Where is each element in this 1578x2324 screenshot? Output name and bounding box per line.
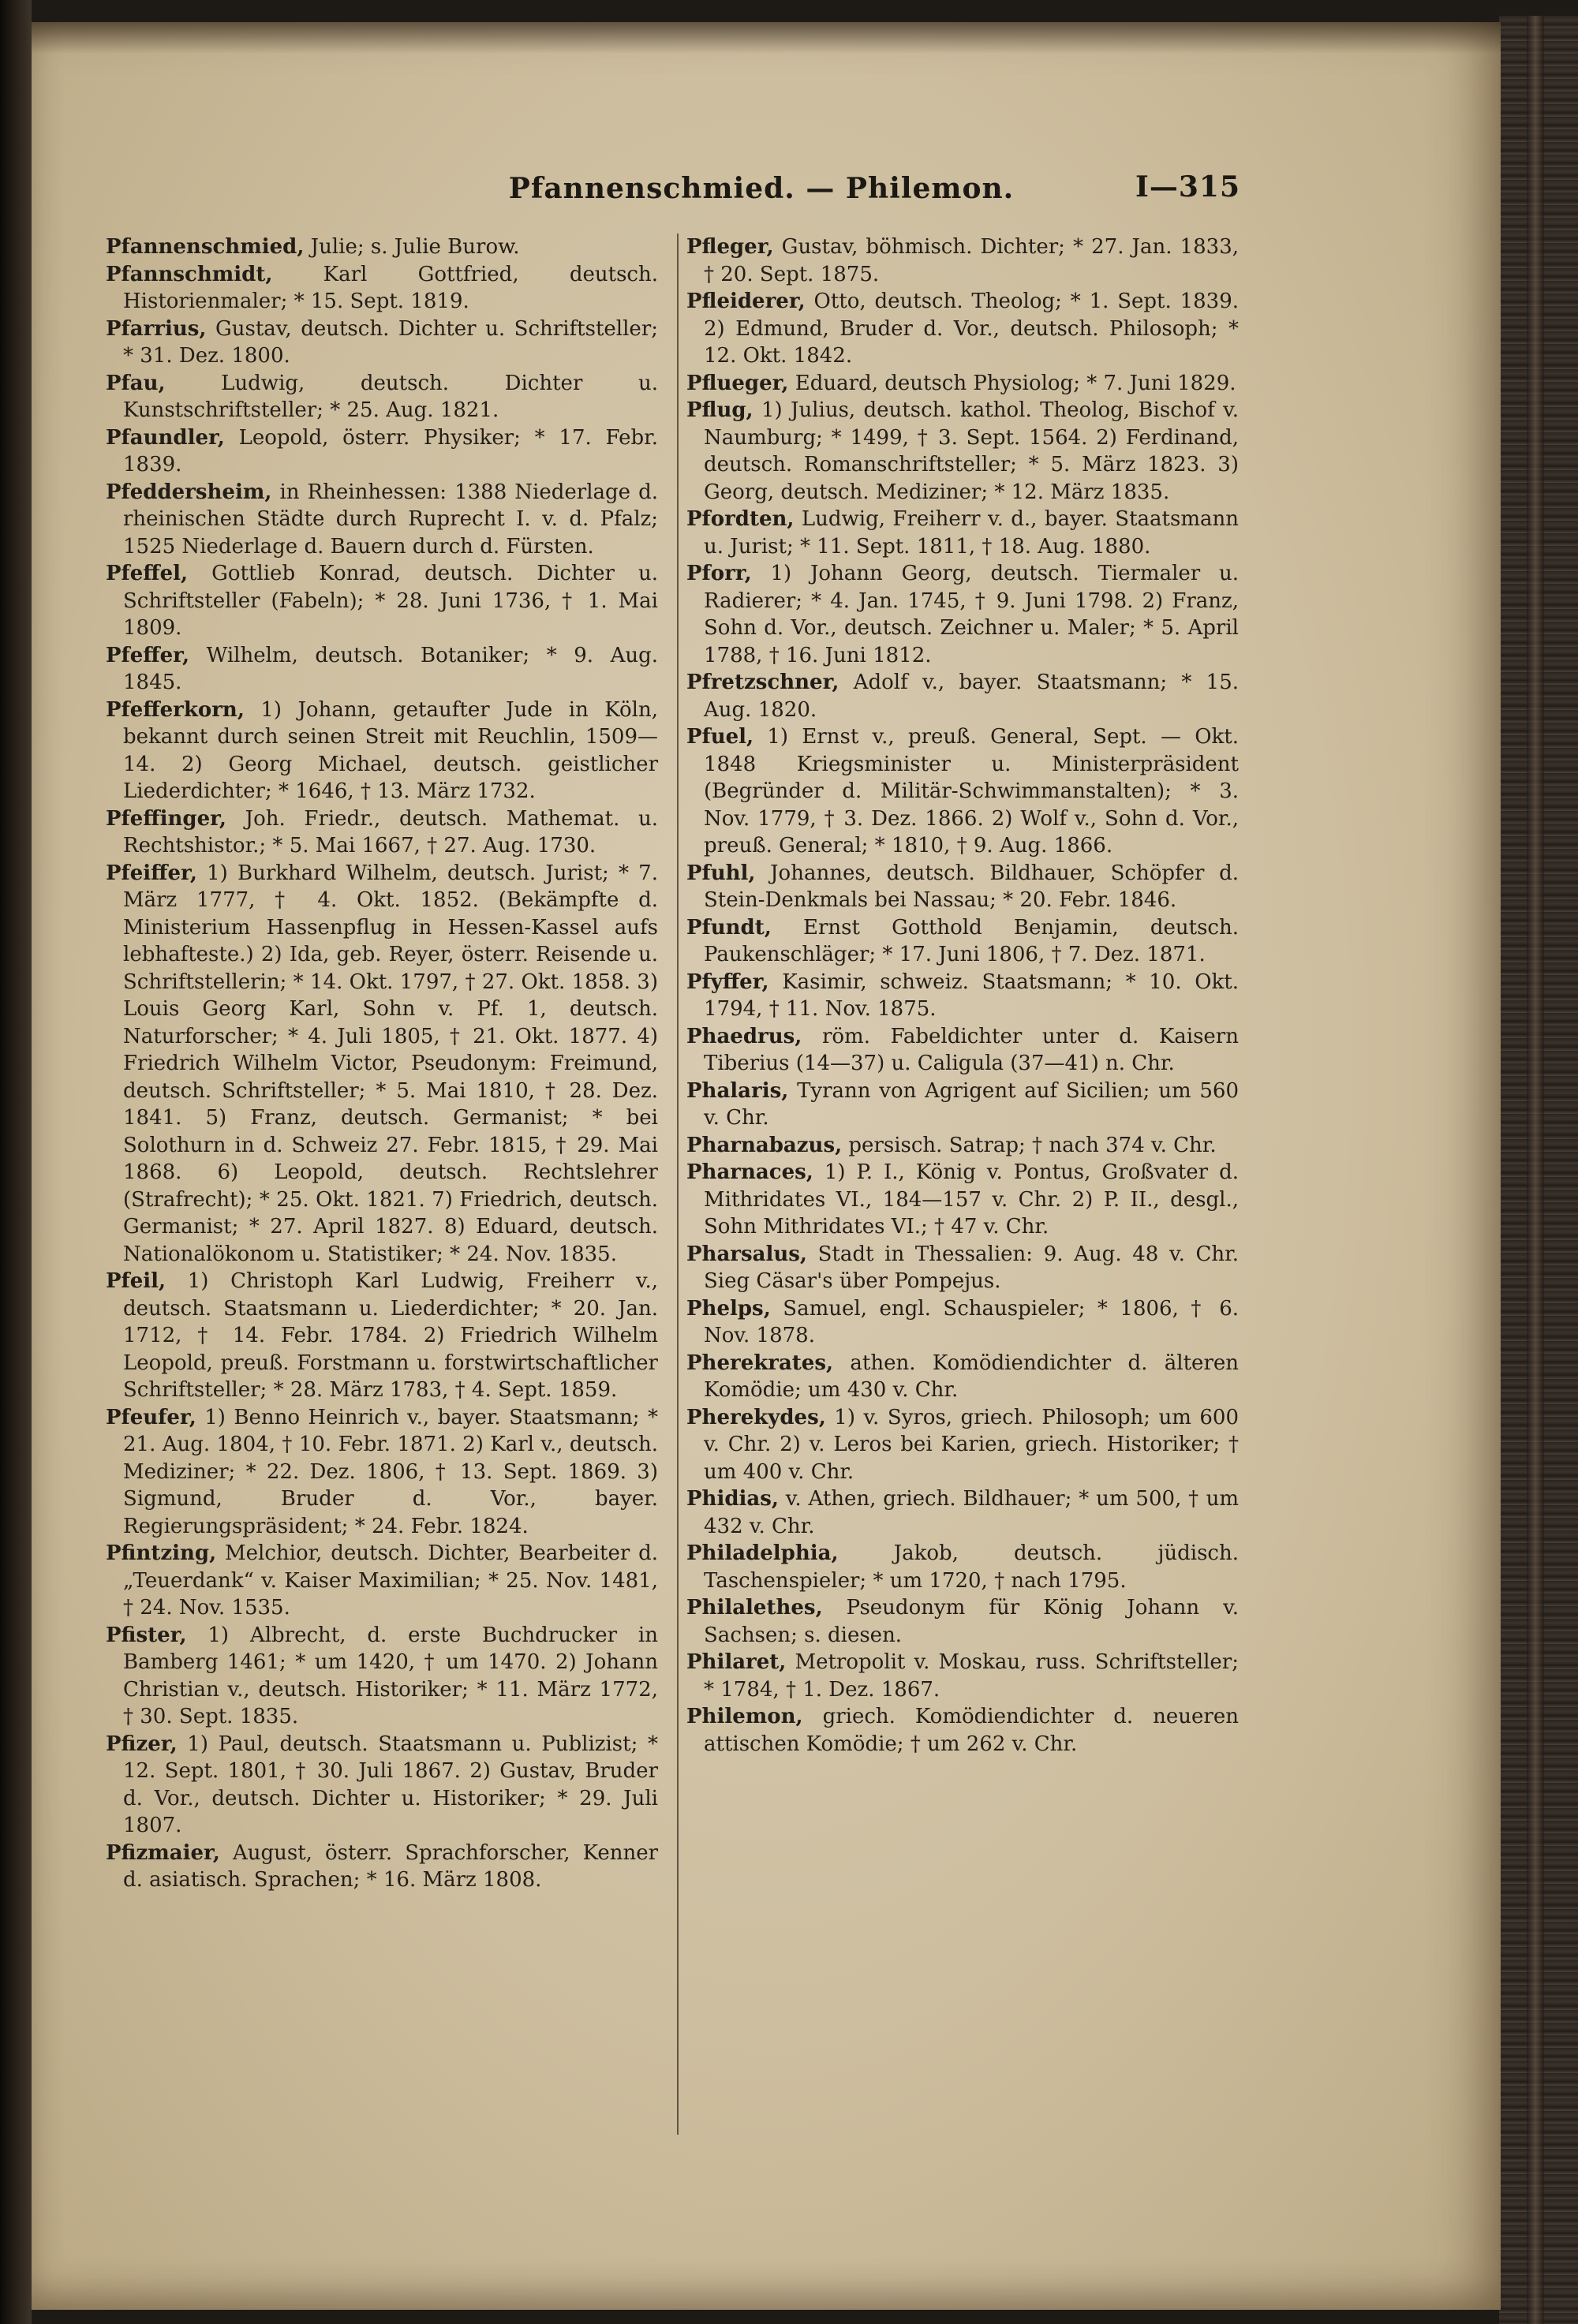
dictionary-entry xyxy=(686,1404,1239,1486)
dictionary-entry xyxy=(106,805,658,860)
entry-text: 1) Johann Georg, deutsch. Tiermaler u. Radierer; * 4. Jan. 1745, † 9. Juni 1798. 2) Franz, Sohn d. Vor., deutsch. Zeichner u. Maler; * 5. April 1788, † 16. Juni 1812. xyxy=(704,562,1240,667)
entry-text: Ernst Gotthold Benjamin, deutsch. Paukenschläger; * 17. Juni 1806, † 7. Dez. 1871. xyxy=(704,915,1239,966)
entry-headword: Pfau, xyxy=(106,371,166,395)
entry-headword: Philaret, xyxy=(686,1650,787,1674)
entry-headword: Pfyffer, xyxy=(686,970,769,994)
dictionary-entry xyxy=(686,1594,1239,1649)
dictionary-entry xyxy=(686,969,1239,1023)
entry-text: Eduard, deutsch Physiolog; * 7. Juni 1829. xyxy=(795,371,1236,395)
dictionary-entry xyxy=(686,288,1239,370)
entry-text: Ludwig, Freiherr v. d., bayer. Staatsmann u. Jurist; * 11. Sept. 1811, † 18. Aug. 1880. xyxy=(704,507,1239,559)
dictionary-entry xyxy=(106,479,658,561)
dictionary-entry xyxy=(106,234,658,261)
entry-text: Gustav, deutsch. Dichter u. Schriftsteller; * 31. Dez. 1800. xyxy=(123,316,659,368)
entry-text: Tyrann von Agrigent auf Sicilien; um 560 v. Chr. xyxy=(704,1078,1239,1130)
entry-headword: Pherekrates, xyxy=(686,1351,834,1375)
dictionary-entry xyxy=(106,1404,658,1541)
dictionary-entry xyxy=(686,1703,1239,1758)
entry-text: Adolf v., bayer. Staatsmann; * 15. Aug. 1820. xyxy=(704,671,1239,722)
entry-headword: Pfeiffer, xyxy=(106,861,197,885)
entry-headword: Philalethes, xyxy=(686,1596,823,1620)
entry-text: Johannes, deutsch. Bildhauer, Schöpfer d. Stein-Denkmals bei Nassau; * 20. Febr. 1846. xyxy=(704,861,1239,912)
entry-headword: Pfintzing, xyxy=(106,1541,217,1565)
entry-text: Wilhelm, deutsch. Botaniker; * 9. Aug. 1845. xyxy=(123,643,659,694)
entry-text: Karl Gottfried, deutsch. Historienmaler; * 15. Sept. 1819. xyxy=(123,262,658,313)
dictionary-entry xyxy=(106,424,658,479)
entry-headword: Pfizer, xyxy=(106,1732,178,1756)
dictionary-entry xyxy=(686,1078,1239,1132)
entry-text: Jakob, deutsch. jüdisch. Taschenspieler; * um 1720, † nach 1795. xyxy=(704,1541,1239,1593)
dictionary-entry xyxy=(686,1649,1239,1703)
entry-headword: Pflueger, xyxy=(686,371,789,395)
entry-headword: Phalaris, xyxy=(686,1078,789,1103)
dictionary-entry xyxy=(106,560,658,642)
entry-text: Melchior, deutsch. Dichter, Bearbeiter d. „Teuerdank“ v. Kaiser Maximilian; * 25. Nov. 1481, † 24. Nov. 1535. xyxy=(123,1541,659,1620)
entry-text: 1) Benno Heinrich v., bayer. Staatsmann; * 21. Aug. 1804, † 10. Febr. 1871. 2) Karl v., deutsch. Mediziner; * 22. Dez. 1806, † 13. Sept. 1869. 3) Sigmund, Bruder d. Vor., bayer. Regierungspräsident; * 24. Febr. 1824. xyxy=(123,1405,659,1538)
entry-headword: Pharnabazus, xyxy=(686,1133,843,1157)
entry-text: Ludwig, deutsch. Dichter u. Kunstschriftsteller; * 25. Aug. 1821. xyxy=(123,371,658,422)
column-divider xyxy=(677,234,679,2135)
dictionary-entry xyxy=(106,860,658,1268)
dictionary-entry xyxy=(686,234,1239,288)
entry-text: in Rheinhessen: 1388 Niederlage d. rheinischen Städte durch Ruprecht I. v. d. Pfalz; 1525 Niederlage d. Bauern durch d. Fürsten. xyxy=(123,480,658,559)
dictionary-entry xyxy=(686,1023,1239,1078)
entry-headword: Pfister, xyxy=(106,1623,187,1647)
dictionary-entry xyxy=(106,316,658,370)
entry-text: 1) Christoph Karl Ludwig, Freiherr v., deutsch. Staatsmann u. Liederdichter; * 20. Jan. 1712, † 14. Febr. 1784. 2) Friedrich Wilhelm Leopold, preuß. Forstmann u. forstwirtschaftlicher Schriftsteller; * 28. März 1783, † 4. Sept. 1859. xyxy=(123,1269,658,1402)
entry-headword: Pfeddersheim, xyxy=(106,480,272,504)
entry-text: athen. Komödiendichter d. älteren Komödie; um 430 v. Chr. xyxy=(704,1351,1239,1402)
entry-headword: Pherekydes, xyxy=(686,1405,826,1429)
dictionary-entry xyxy=(106,697,658,805)
entry-text: 1) Paul, deutsch. Staatsmann u. Publizist; * 12. Sept. 1801, † 30. Juli 1867. 2) Gustav, Bruder d. Vor., deutsch. Dichter u. Historiker; * 29. Juli 1807. xyxy=(123,1732,659,1837)
entry-text: Otto, deutsch. Theolog; * 1. Sept. 1839. 2) Edmund, Bruder d. Vor., deutsch. Philosoph; * 12. Okt. 1842. xyxy=(704,290,1240,368)
entry-text: August, österr. Sprachforscher, Kenner d. asiatisch. Sprachen; * 16. März 1808. xyxy=(123,1840,659,1892)
entry-headword: Phelps, xyxy=(686,1296,771,1321)
dictionary-entry xyxy=(106,1840,658,1894)
running-header: Pfannenschmied. — Philemon. xyxy=(508,172,1015,205)
entry-text: Pseudonym für König Johann v. Sachsen; s. diesen. xyxy=(704,1596,1239,1647)
entry-text: 1) P. I., König v. Pontus, Großvater d. Mithridates VI., 184—157 v. Chr. 2) P. II., desgl., Sohn Mithridates VI.; † 47 v. Chr. xyxy=(704,1160,1240,1239)
entry-text: Stadt in Thessalien: 9. Aug. 48 v. Chr. Sieg Cäsar's über Pompejus. xyxy=(704,1242,1239,1293)
entry-headword: Pfizmaier, xyxy=(106,1840,220,1865)
entry-headword: Pfuhl, xyxy=(686,861,756,885)
entry-headword: Pharsalus, xyxy=(686,1242,807,1266)
entry-text: 1) v. Syros, griech. Philosoph; um 600 v. Chr. 2) v. Leros bei Karien, griech. Historiker; † um 400 v. Chr. xyxy=(704,1405,1240,1484)
dictionary-entry xyxy=(686,1132,1239,1160)
right-column xyxy=(686,234,1239,1758)
dictionary-entry xyxy=(106,1268,658,1404)
dictionary-entry xyxy=(686,370,1239,398)
dictionary-entry xyxy=(106,261,658,316)
entry-headword: Pharnaces, xyxy=(686,1160,813,1184)
dictionary-entry xyxy=(106,370,658,424)
entry-headword: Pfarrius, xyxy=(106,316,207,341)
entry-text: Joh. Friedr., deutsch. Mathemat. u. Rechtshistor.; * 5. Mai 1667, † 27. Aug. 1730. xyxy=(123,806,659,857)
book-page xyxy=(32,22,1501,2310)
dictionary-entry xyxy=(686,723,1239,860)
left-column xyxy=(106,234,658,1894)
entry-headword: Pfuel, xyxy=(686,725,754,749)
dictionary-entry xyxy=(686,397,1239,506)
entry-text: Kasimir, schweiz. Staatsmann; * 10. Okt. 1794, † 11. Nov. 1875. xyxy=(704,970,1240,1021)
entry-headword: Pfeffer, xyxy=(106,643,190,667)
dictionary-entry xyxy=(686,1485,1239,1540)
book-spine xyxy=(1499,16,1578,2324)
entry-text: 1) Burkhard Wilhelm, deutsch. Jurist; * 7. März 1777, † 4. Okt. 1852. (Bekämpfte d. Ministerium Hassenpflug in Hessen-Kassel aufs lebhafteste.) 2) Ida, geb. Reyer, österr. Reisende u. Schriftstellerin; * 14. Okt. 1797, † 27. Okt. 1858. 3) Louis Georg Karl, Sohn v. Pf. 1, deutsch. Naturforscher; * 4. Juli 1805, † 21. Okt. 1877. 4) Friedrich Wilhelm Victor, Pseudonym: Freimund, deutsch. Schriftsteller; * 5. Mai 1810, † 28. Dez. 1841. 5) Franz, deutsch. Germanist; * bei Solothurn in d. Schweiz 27. Febr. 1815, † 29. Mai 1868. 6) Leopold, deutsch. Rechtslehrer (Strafrecht); * 25. Okt. 1821. 7) Friedrich, deutsch. Germanist; * 27. April 1827. 8) Eduard, deutsch. Nationalökonom u. Statistiker; * 24. Nov. 1835. xyxy=(123,861,658,1266)
entry-headword: Pfleiderer, xyxy=(686,290,806,313)
entry-headword: Pfretzschner, xyxy=(686,671,839,694)
dictionary-entry xyxy=(686,1295,1239,1350)
dictionary-entry xyxy=(686,1241,1239,1295)
entry-headword: Pforr, xyxy=(686,562,752,585)
dictionary-entry xyxy=(686,669,1239,723)
dictionary-entry xyxy=(686,1540,1239,1594)
dictionary-entry xyxy=(106,1540,658,1622)
entry-headword: Pfordten, xyxy=(686,507,795,531)
dictionary-entry xyxy=(686,914,1239,969)
entry-headword: Philemon, xyxy=(686,1705,803,1728)
entry-headword: Pfannenschmied, xyxy=(106,235,305,259)
entry-text: Gottlieb Konrad, deutsch. Dichter u. Schriftsteller (Fabeln); * 28. Juni 1736, † 1. Mai 1809. xyxy=(123,562,658,640)
entry-text: 1) Ernst v., preuß. General, Sept. — Okt. 1848 Kriegsminister u. Ministerpräsident (Begründer d. Militär-Schwimmanstalten); * 3. Nov. 1779, † 3. Dez. 1866. 2) Wolf v., Sohn d. Vor., preuß. General; * 1810, † 9. Aug. 1866. xyxy=(704,725,1240,857)
entry-headword: Pfeil, xyxy=(106,1269,166,1293)
entry-text: Gustav, böhmisch. Dichter; * 27. Jan. 1833, † 20. Sept. 1875. xyxy=(704,235,1239,286)
entry-headword: Pflug, xyxy=(686,398,753,422)
entry-text: Leopold, österr. Physiker; * 17. Febr. 1839. xyxy=(123,425,659,476)
dictionary-entry xyxy=(686,1350,1239,1404)
dictionary-entry xyxy=(686,560,1239,669)
entry-text: 1) Julius, deutsch. kathol. Theolog, Bischof v. Naumburg; * 1499, † 3. Sept. 1564. 2) Ferdinand, deutsch. Romanschriftsteller; * 5. März 1823. 3) Georg, deutsch. Mediziner; * 12. März 1835. xyxy=(704,398,1240,504)
entry-text: griech. Komödiendichter d. neueren attischen Komödie; † um 262 v. Chr. xyxy=(704,1705,1239,1756)
entry-text: röm. Fabeldichter unter d. Kaisern Tiberius (14—37) u. Caligula (37—41) n. Chr. xyxy=(704,1024,1239,1075)
dictionary-entry xyxy=(106,642,658,697)
entry-headword: Pfeffinger, xyxy=(106,806,226,831)
entry-headword: Phaedrus, xyxy=(686,1024,802,1048)
entry-text: persisch. Satrap; † nach 374 v. Chr. xyxy=(848,1133,1217,1157)
page-number: I—315 xyxy=(1135,170,1240,204)
entry-headword: Pfaundler, xyxy=(106,425,225,450)
entry-text: 1) Johann, getaufter Jude in Köln, bekannt durch seinen Streit mit Reuchlin, 1509—14. 2) Georg Michael, deutsch. geistlicher Liederdichter; * 1646, † 13. März 1732. xyxy=(123,697,658,803)
entry-headword: Phidias, xyxy=(686,1487,779,1511)
entry-text: Metropolit v. Moskau, russ. Schriftsteller; * 1784, † 1. Dez. 1867. xyxy=(704,1650,1239,1702)
dictionary-entry xyxy=(686,1159,1239,1241)
entry-text: Samuel, engl. Schauspieler; * 1806, † 6. Nov. 1878. xyxy=(704,1296,1240,1347)
entry-headword: Pfundt, xyxy=(686,915,772,940)
entry-text: 1) Albrecht, d. erste Buchdrucker in Bamberg 1461; * um 1420, † um 1470. 2) Johann Christian v., deutsch. Historiker; * 11. März 1772, † 30. Sept. 1835. xyxy=(123,1623,658,1728)
dictionary-entry xyxy=(686,860,1239,914)
dictionary-entry xyxy=(106,1731,658,1840)
entry-headword: Pfleger, xyxy=(686,235,774,259)
dictionary-entry xyxy=(686,506,1239,560)
entry-headword: Pfeufer, xyxy=(106,1405,196,1429)
entry-text: Julie; s. Julie Burow. xyxy=(310,235,520,259)
entry-headword: Pfefferkorn, xyxy=(106,697,245,722)
entry-headword: Pfannschmidt, xyxy=(106,262,273,286)
left-page-edge xyxy=(0,0,32,2324)
entry-headword: Pfeffel, xyxy=(106,562,189,585)
dictionary-entry xyxy=(106,1622,658,1731)
entry-headword: Philadelphia, xyxy=(686,1541,839,1565)
entry-text: v. Athen, griech. Bildhauer; * um 500, † um 432 v. Chr. xyxy=(704,1487,1239,1538)
